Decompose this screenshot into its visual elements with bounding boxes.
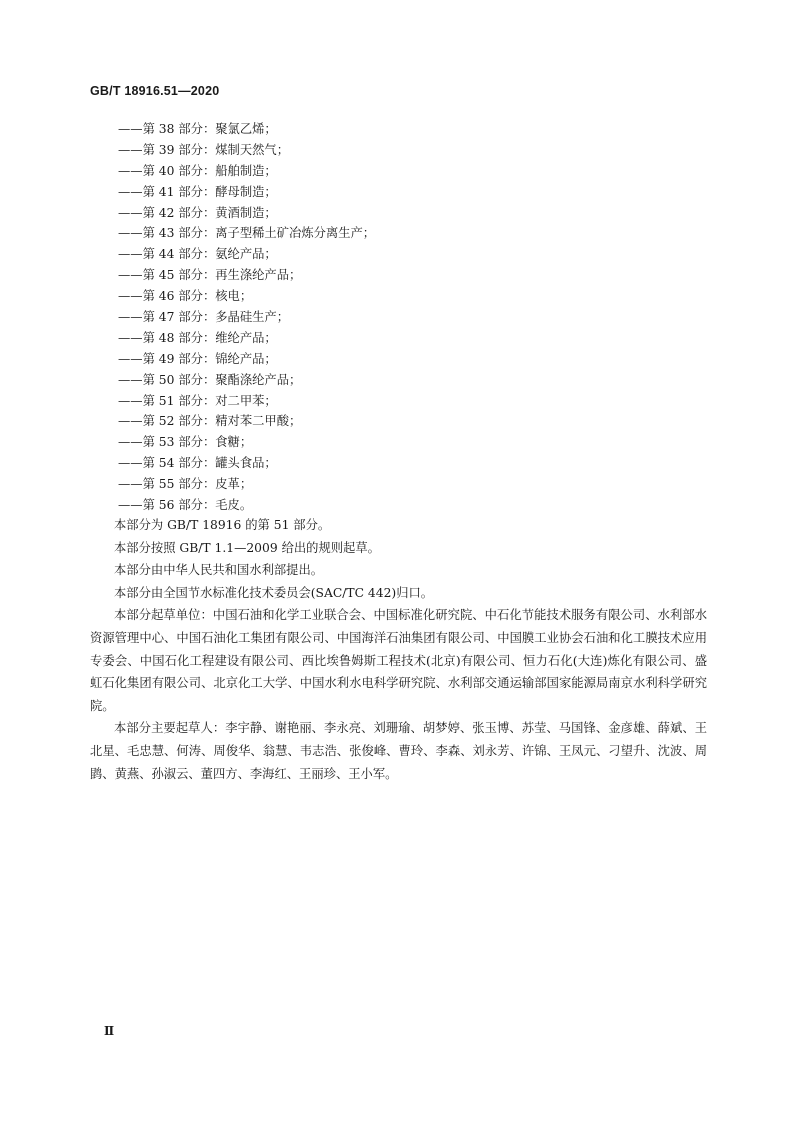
drafting-organizations: 本部分起草单位：中国石油和化学工业联合会、中国标准化研究院、中石化节能技术服务有限公司、水利部水资源管理中心、中国石油化工集团有限公司、中国海洋石油集团有限公司、中国膜工业协会石油和化工膜技术应用专委会、中国石化工程建设有限公司、西比埃鲁姆斯工程技术(北京)有限公司、恒力石化(大连)炼化有限公司、盛虹石化集团有限公司、北京化工大学、中国水利水电科学研究院、水利部交通运输部国家能源局南京水利科学研究院。 [90,608,707,713]
technical-committee-statement: 本部分由全国节水标准化技术委员会(SAC/TC 442)归口。 [114,585,434,600]
list-item: ——第 44 部分：氨纶产品； [118,247,277,262]
list-item: ——第 49 部分：锦纶产品； [118,351,277,366]
main-drafters: 本部分主要起草人：李宇静、谢艳丽、李永亮、刘珊瑜、胡梦婷、张玉博、苏莹、马国锋、金彦雄、薛斌、王北星、毛忠慧、何涛、周俊华、翁慧、韦志浩、张俊峰、曹玲、李森、刘永芳、许锦、王凤元、刁望升、沈波、周鹍、黄燕、孙淑云、董四方、李海红、王丽珍、王小军。 [90,721,707,781]
list-item: ——第 52 部分：精对苯二甲酸； [118,414,302,429]
foreword-body [90,514,707,785]
list-item: ——第 48 部分：维纶产品； [118,330,277,345]
list-item: ——第 51 部分：对二甲苯； [118,393,277,408]
page-number: Ⅱ [104,1024,115,1038]
list-item: ——第 42 部分：黄酒制造； [118,205,277,220]
list-item: ——第 45 部分：再生涤纶产品； [118,268,302,283]
list-item: ——第 38 部分：聚氯乙烯； [118,122,277,136]
proposer-statement: 本部分由中华人民共和国水利部提出。 [114,563,324,578]
list-item: ——第 56 部分：毛皮。 [118,498,253,513]
parts-list [118,119,375,516]
standard-number: GB/T 18916.51—2020 [90,84,220,98]
list-item: ——第 53 部分：食糖； [118,435,253,450]
list-item: ——第 50 部分：聚酯涤纶产品； [118,372,302,387]
list-item: ——第 46 部分：核电； [118,289,253,304]
part-statement: 本部分为 GB/T 18916 的第 51 部分。 [114,518,331,532]
list-item: ——第 39 部分：煤制天然气； [118,142,290,157]
list-item: ——第 47 部分：多晶硅生产； [118,310,290,325]
list-item: ——第 55 部分：皮革； [118,477,253,492]
list-item: ——第 43 部分：离子型稀土矿冶炼分离生产； [118,226,376,241]
list-item: ——第 41 部分：酵母制造； [118,184,277,199]
list-item: ——第 40 部分：船舶制造； [118,163,277,178]
list-item: ——第 54 部分：罐头食品； [118,456,277,471]
drafting-rules-statement: 本部分按照 GB/T 1.1—2009 给出的规则起草。 [114,540,380,555]
